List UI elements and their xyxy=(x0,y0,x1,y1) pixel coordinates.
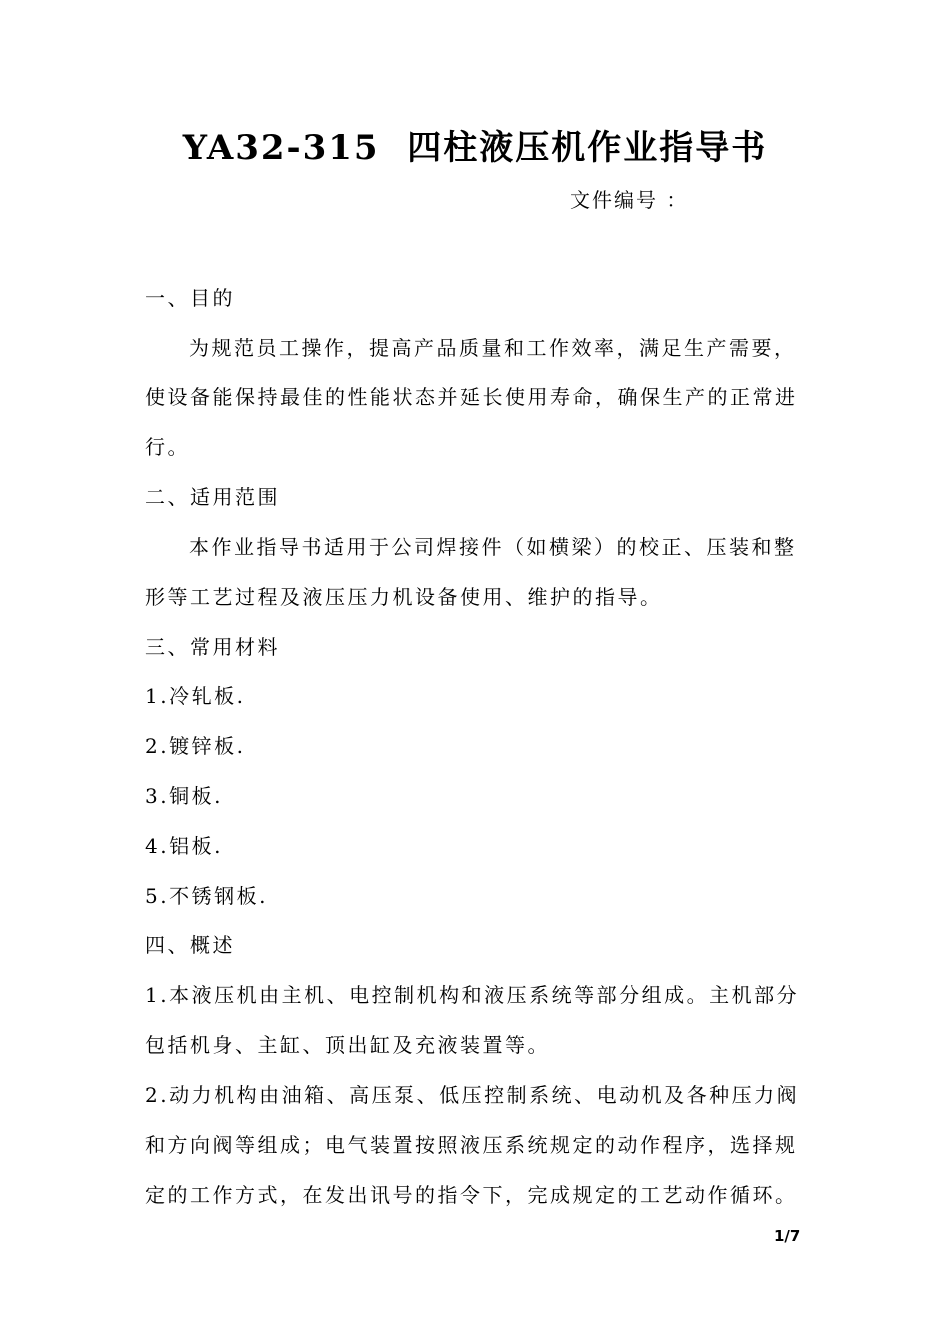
paragraph-line: 行。 xyxy=(145,435,190,459)
paragraph-line: 定的工作方式，在发出讯号的指令下，完成规定的工艺动作循环。 xyxy=(145,1183,798,1207)
section-heading-purpose: 一、目的 xyxy=(145,286,235,310)
document-title: YA32-315 四柱液压机作业指导书 xyxy=(182,128,768,168)
paragraph-line: 形等工艺过程及液压压力机设备使用、维护的指导。 xyxy=(145,585,663,609)
list-item: 5.不锈钢板. xyxy=(145,884,268,908)
section-heading-scope: 二、适用范围 xyxy=(145,485,280,509)
paragraph-line: 1.本液压机由主机、电控制机构和液压系统等部分组成。主机部分 xyxy=(145,983,800,1007)
list-item: 3.铜板. xyxy=(145,784,223,808)
paragraph-line: 2.动力机构由油箱、高压泵、低压控制系统、电动机及各种压力阀 xyxy=(145,1083,800,1107)
paragraph-line: 本作业指导书适用于公司焊接件（如横梁）的校正、压装和整 xyxy=(189,535,797,559)
page-number: 1/7 xyxy=(774,1227,801,1245)
paragraph-line: 和方向阀等组成；电气装置按照液压系统规定的动作程序，选择规 xyxy=(145,1133,798,1157)
section-heading-materials: 三、常用材料 xyxy=(145,635,280,659)
doc-number-label: 文件编号 ： xyxy=(570,188,689,212)
paragraph-line: 使设备能保持最佳的性能状态并延长使用寿命，确保生产的正常进 xyxy=(145,385,798,409)
list-item: 2.镀锌板. xyxy=(145,734,246,758)
paragraph-line: 包括机身、主缸、顶出缸及充液装置等。 xyxy=(145,1033,550,1057)
paragraph-line: 为规范员工操作，提高产品质量和工作效率，满足生产需要， xyxy=(189,336,797,360)
section-heading-overview: 四、概述 xyxy=(145,933,235,957)
list-item: 1.冷轧板. xyxy=(145,684,246,708)
list-item: 4.铝板. xyxy=(145,834,223,858)
